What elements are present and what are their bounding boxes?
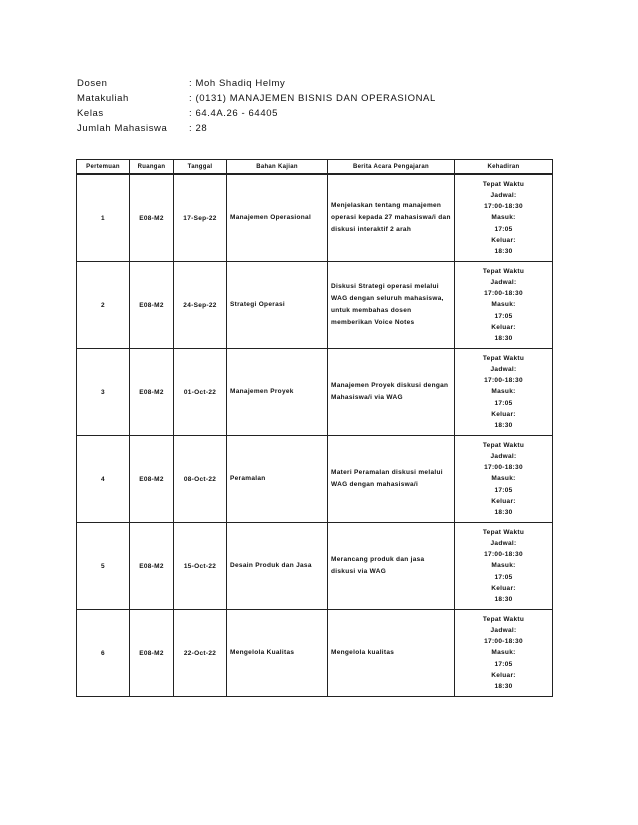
- teaching-report: Mengelola kualitas: [328, 610, 455, 697]
- info-value: : Moh Shadiq Helmy: [189, 78, 286, 89]
- attendance-out: 18:30: [494, 509, 513, 516]
- attendance: [455, 610, 553, 697]
- info-label: Jumlah Mahasiswa: [77, 123, 168, 134]
- attendance-out-label: Keluar:: [491, 671, 516, 679]
- attendance-schedule-label: Jadwal:: [490, 539, 517, 547]
- attendance-schedule-label: Jadwal:: [490, 191, 517, 199]
- topic: Strategi Operasi: [227, 262, 328, 349]
- attendance-schedule: 17:00-18:30: [484, 203, 523, 211]
- room: E08-M2: [130, 436, 174, 523]
- meeting-number: 4: [77, 436, 130, 523]
- column-header: Bahan Kajian: [227, 160, 328, 175]
- attendance-out: 18:30: [494, 422, 513, 429]
- attendance-schedule: 17:00-18:30: [484, 551, 523, 559]
- teaching-report: Diskusi Strategi operasi melalui WAG dengan seluruh mahasiswa, untuk membahas dosen memberikan Voice Notes: [328, 262, 455, 349]
- table-row: [77, 349, 553, 436]
- attendance-in: 17:05: [494, 660, 513, 668]
- attendance-in-label: Masuk:: [491, 388, 516, 396]
- attendance: [455, 262, 553, 349]
- table-header-row: [77, 160, 553, 175]
- attendance: [455, 349, 553, 436]
- attendance-out: 18:30: [494, 683, 513, 690]
- teaching-report: Menjelaskan tentang manajemen operasi kepada 27 mahasiswa/i dan diskusi interaktif 2 arah: [328, 174, 455, 262]
- topic: Manajemen Operasional: [227, 174, 328, 262]
- attendance-in: 17:05: [494, 312, 513, 320]
- meeting-number: 1: [77, 174, 130, 262]
- topic: Desain Produk dan Jasa: [227, 523, 328, 610]
- attendance-out: 18:30: [494, 596, 513, 603]
- attendance-schedule-label: Jadwal:: [490, 365, 517, 373]
- attendance-schedule-label: Jadwal:: [490, 278, 517, 286]
- attendance-in: 17:05: [494, 225, 513, 233]
- course-info: [77, 76, 436, 136]
- attendance-out: 18:30: [494, 248, 513, 255]
- attendance-status: Tepat Waktu: [482, 354, 525, 362]
- info-value: : (0131) MANAJEMEN BISNIS DAN OPERASIONAL: [189, 93, 436, 104]
- attendance-out-label: Keluar:: [491, 584, 516, 592]
- attendance-status: Tepat Waktu: [482, 441, 525, 449]
- attendance-in-label: Masuk:: [491, 649, 516, 657]
- topic: Manajemen Proyek: [227, 349, 328, 436]
- date: 22-Oct-22: [174, 610, 227, 697]
- date: 24-Sep-22: [174, 262, 227, 349]
- attendance-schedule-label: Jadwal:: [490, 626, 517, 634]
- attendance-out: 18:30: [494, 335, 513, 342]
- schedule-table: [76, 159, 553, 697]
- attendance-schedule: 17:00-18:30: [484, 638, 523, 646]
- room: E08-M2: [130, 174, 174, 262]
- attendance-out-label: Keluar:: [491, 410, 516, 418]
- teaching-report: Materi Peramalan diskusi melalui WAG dengan mahasiswa/i: [328, 436, 455, 523]
- info-value: : 28: [189, 123, 208, 134]
- teaching-report: Merancang produk dan jasa diskusi via WAG: [328, 523, 455, 610]
- attendance-status: Tepat Waktu: [482, 180, 525, 188]
- teaching-report: Manajemen Proyek diskusi dengan Mahasiswa/i via WAG: [328, 349, 455, 436]
- table-row: [77, 262, 553, 349]
- attendance-in-label: Masuk:: [491, 562, 516, 570]
- attendance-status: Tepat Waktu: [482, 615, 525, 623]
- info-label: Matakuliah: [77, 93, 129, 104]
- meeting-number: 2: [77, 262, 130, 349]
- table-row: [77, 610, 553, 697]
- column-header: Pertemuan: [77, 160, 130, 175]
- info-row-jumlah-mahasiswa: [77, 121, 436, 136]
- column-header: Kehadiran: [455, 160, 553, 175]
- attendance-out-label: Keluar:: [491, 323, 516, 331]
- attendance-status: Tepat Waktu: [482, 528, 525, 536]
- meeting-number: 6: [77, 610, 130, 697]
- column-header: Tanggal: [174, 160, 227, 175]
- attendance-schedule-label: Jadwal:: [490, 452, 517, 460]
- attendance-in-label: Masuk:: [491, 301, 516, 309]
- table-row: [77, 174, 553, 262]
- attendance-in: 17:05: [494, 573, 513, 581]
- room: E08-M2: [130, 610, 174, 697]
- attendance-in-label: Masuk:: [491, 475, 516, 483]
- attendance-in: 17:05: [494, 399, 513, 407]
- topic: Peramalan: [227, 436, 328, 523]
- room: E08-M2: [130, 349, 174, 436]
- meeting-number: 5: [77, 523, 130, 610]
- info-row-kelas: [77, 106, 436, 121]
- attendance: [455, 436, 553, 523]
- info-label: Dosen: [77, 78, 108, 89]
- attendance-schedule: 17:00-18:30: [484, 464, 523, 472]
- date: 15-Oct-22: [174, 523, 227, 610]
- info-row-matakuliah: [77, 91, 436, 106]
- attendance-schedule: 17:00-18:30: [484, 290, 523, 298]
- topic: Mengelola Kualitas: [227, 610, 328, 697]
- meeting-number: 3: [77, 349, 130, 436]
- date: 17-Sep-22: [174, 174, 227, 262]
- attendance-out-label: Keluar:: [491, 236, 516, 244]
- attendance: [455, 523, 553, 610]
- info-row-dosen: [77, 76, 436, 91]
- info-label: Kelas: [77, 108, 104, 119]
- room: E08-M2: [130, 262, 174, 349]
- column-header: Ruangan: [130, 160, 174, 175]
- attendance-schedule: 17:00-18:30: [484, 377, 523, 385]
- date: 08-Oct-22: [174, 436, 227, 523]
- table-row: [77, 523, 553, 610]
- attendance-status: Tepat Waktu: [482, 267, 525, 275]
- attendance-in-label: Masuk:: [491, 214, 516, 222]
- table-row: [77, 436, 553, 523]
- attendance-in: 17:05: [494, 486, 513, 494]
- date: 01-Oct-22: [174, 349, 227, 436]
- attendance: [455, 174, 553, 262]
- attendance-out-label: Keluar:: [491, 497, 516, 505]
- room: E08-M2: [130, 523, 174, 610]
- column-header: Berita Acara Pengajaran: [328, 160, 455, 175]
- info-value: : 64.4A.26 - 64405: [189, 108, 278, 119]
